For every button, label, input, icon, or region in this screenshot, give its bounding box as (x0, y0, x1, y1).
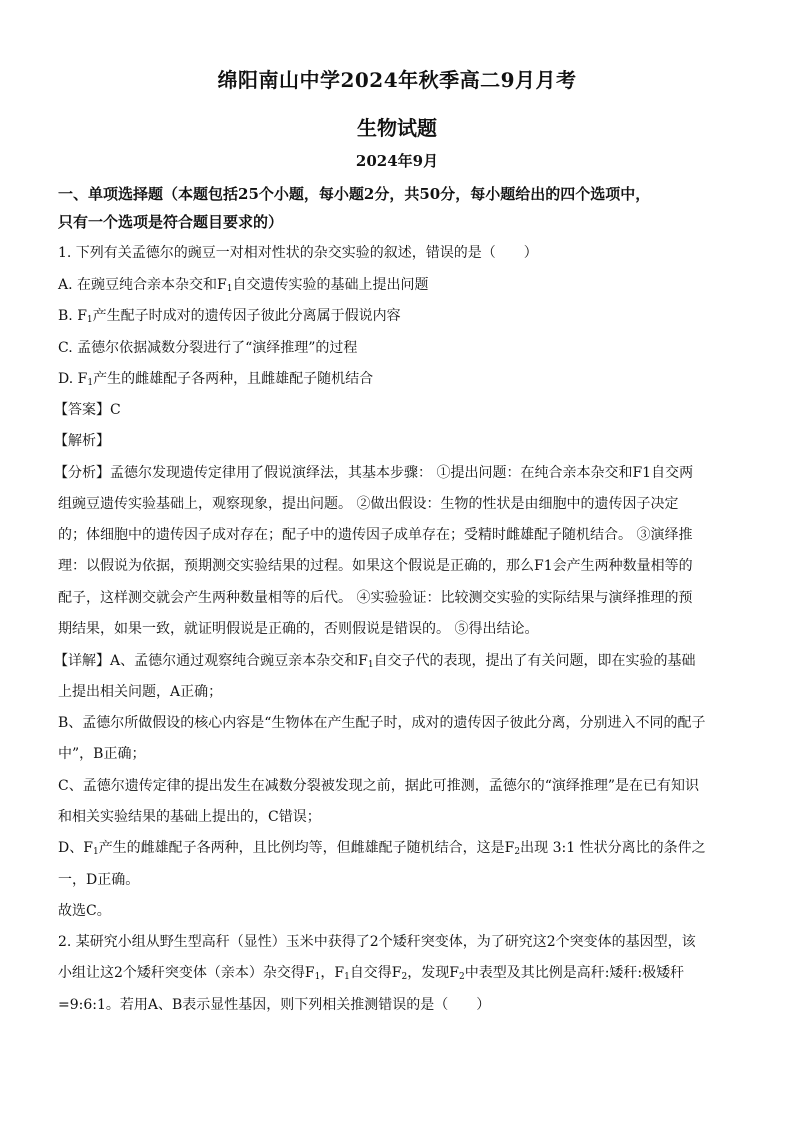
exam-title: 绵阳南山中学2024年秋季高二9月月考 (217, 68, 577, 92)
subscript: 1 (86, 315, 93, 325)
xiangjie-line-1 (54, 651, 734, 671)
xiangjie-line-3: B、孟德尔所做假设的核心内容是“生物体在产生配子时，成对的遗传因子彼此分离，分别进入不同的配子 (58, 715, 706, 731)
q1-option-d-text-end: 产生的雌雄配子各两种，且雌雄配子随机结合 (93, 371, 374, 387)
q2-stem-line-1: 2. 某研究小组从野生型高秆（显性）玉米中获得了2个矮秆突变体，为了研究这2个突变体的基因型，该 (58, 934, 696, 950)
xiangjie-text: D、F (58, 840, 93, 856)
xiangjie-text-end: 出现 3:1 性状分离比的条件之 (520, 840, 706, 856)
subscript: 1 (367, 660, 374, 670)
fenxi-line-2: 组豌豆遗传实验基础上，观察现象，提出问题。 ②做出假设：生物的性状是由细胞中的遗传因子决定 (58, 496, 679, 512)
q1-option-b (58, 306, 738, 326)
xiangjie-line-8: 一，D正确。 (58, 872, 140, 888)
xiangjie-line-2: 上提出相关问题，A正确； (58, 684, 223, 700)
q2-text: 自交得F (349, 965, 402, 981)
fenxi-line-5: 配子，这样测交就会产生两种数量相等的后代。 ④实验验证：比较测交实验的实际结果与演绎推理的预 (58, 590, 693, 606)
xiangjie-text: A、孟德尔通过观察纯合豌豆亲本杂交和F (110, 653, 368, 669)
q1-option-c: C. 孟德尔依据减数分裂进行了“演绎推理”的过程 (58, 340, 358, 356)
q2-stem-line-3: =9:6:1。若用A、B表示显性基因，则下列相关推测错误的是（ ） (58, 997, 491, 1013)
xiangjie-tag: 【详解】 (54, 653, 110, 669)
xiangjie-line-5: C、孟德尔遗传定律的提出发生在减数分裂被发现之前，据此可推测，孟德尔的“演绎推理”是在已有知识 (58, 778, 700, 794)
xiangjie-line-6: 和相关实验结果的基础上提出的，C错误； (58, 809, 321, 825)
fenxi-line-4: 理：以假说为依据，预期测交实验结果的过程。如果这个假说是正确的，那么F1会产生两种数量相等的 (58, 558, 693, 574)
q1-conclusion: 故选C。 (58, 903, 111, 919)
analysis-tag: 【解析】 (54, 433, 110, 449)
subscript: 2 (514, 847, 521, 857)
q1-option-d (58, 369, 738, 389)
q1-option-b-text-end: 产生配子时成对的遗传因子彼此分离属于假说内容 (92, 308, 401, 324)
subscript: 1 (314, 972, 321, 982)
q2-text: ，发现F (407, 965, 459, 981)
xiangjie-text-mid: 产生的雌雄配子各两种，且比例均等，但雌雄配子随机结合，这是F (98, 840, 515, 856)
exam-date: 2024年9月 (355, 152, 439, 170)
fenxi-text: 孟德尔发现遗传定律用了假说演绎法，其基本步骤： ①提出问题：在纯合亲本杂交和F1自交两 (110, 465, 694, 481)
q1-option-a-text: A. 在豌豆纯合亲本杂交和F (58, 277, 227, 293)
section-heading-line-1: 一、单项选择题（本题包括25个小题，每小题2分，共50分，每小题给出的四个选项中， (58, 185, 651, 203)
q1-stem: 1. 下列有关孟德尔的豌豆一对相对性状的杂交实验的叙述，错误的是（ ） (58, 245, 538, 261)
xiangjie-text-end: 自交子代的表现，提出了有关问题，即在实验的基础 (373, 653, 696, 669)
fenxi-line-1 (54, 463, 734, 483)
q1-answer (54, 400, 734, 420)
subject-title: 生物试题 (357, 116, 437, 140)
fenxi-tag: 【分析】 (54, 465, 110, 481)
q1-option-b-text: B. F (58, 308, 87, 324)
subscript: 1 (344, 972, 350, 982)
subscript: 1 (92, 847, 99, 857)
answer-value: C (110, 402, 121, 418)
answer-tag: 【答案】 (54, 402, 110, 418)
section-heading-line-2: 只有一个选项是符合题目要求的） (58, 213, 284, 231)
q1-option-d-text: D. F (58, 371, 88, 387)
q1-option-a-text-end: 自交遗传实验的基础上提出问题 (232, 277, 429, 293)
fenxi-line-6: 期结果，如果一致，就证明假说是正确的，否则假说是错误的。 ⑤得出结论。 (58, 621, 539, 637)
q2-stem-line-2 (58, 963, 738, 983)
q1-option-a (58, 275, 738, 295)
q2-text: ，F (320, 965, 345, 981)
subscript: 1 (87, 378, 94, 388)
q2-text: 中表型及其比例是高秆:矮秆:极矮秆 (464, 965, 685, 981)
fenxi-line-3: 的；体细胞中的遗传因子成对存在；配子中的遗传因子成单存在；受精时雌雄配子随机结合。 ③演绎推 (58, 527, 693, 543)
q2-text: 小组让这2个矮秆突变体（亲本）杂交得F (58, 965, 315, 981)
subscript: 2 (401, 972, 408, 982)
subscript: 2 (458, 972, 465, 982)
xiangjie-line-7 (58, 838, 738, 858)
xiangjie-line-4: 中”，B正确； (58, 746, 146, 762)
subscript: 1 (226, 284, 233, 294)
